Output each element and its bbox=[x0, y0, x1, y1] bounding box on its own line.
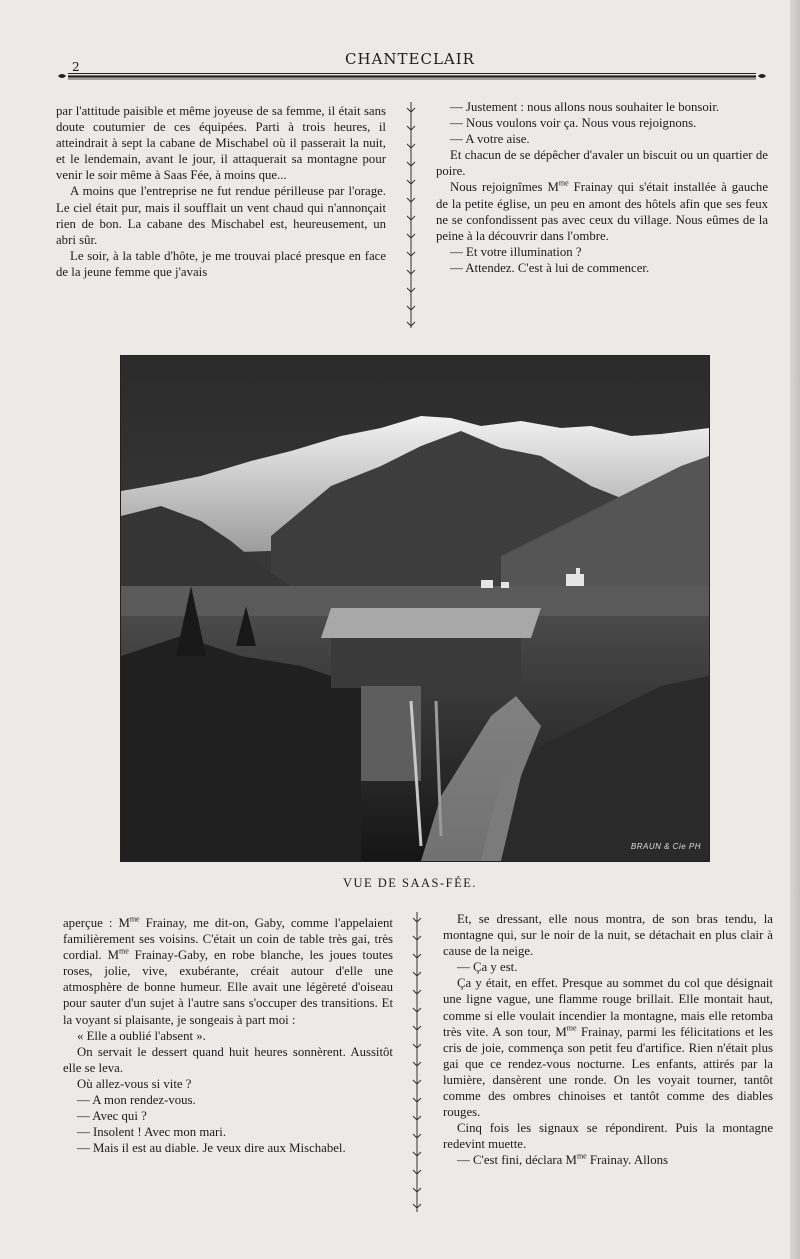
top-left-column bbox=[56, 103, 386, 280]
bottom-left-column bbox=[63, 915, 393, 1156]
page-edge-shadow bbox=[790, 0, 800, 1259]
photo-credit: BRAUN & Cie PH bbox=[630, 842, 701, 851]
text-run: Frainay qui s'était installée à gauche de la petite église, un peu en amont des hôtels afin que ses feux ne se confondissent pas avec ceux du village. Nous eûmes de la peine à la découvrir dans l'ombre. bbox=[436, 180, 768, 243]
header-ornamental-rule bbox=[56, 66, 772, 86]
dialogue-line: — Nous voulons voir ça. Nous vous rejoignons. bbox=[450, 116, 697, 131]
dialogue-line: — Attendez. C'est à lui de commencer. bbox=[450, 260, 650, 275]
saas-fee-photograph bbox=[120, 355, 710, 862]
top-right-column bbox=[436, 99, 768, 276]
paragraph: On servait le dessert quand huit heures sonnèrent. Aussitôt elle se leva. bbox=[63, 1044, 393, 1075]
superscript: me bbox=[566, 1023, 577, 1033]
text-run: — C'est fini, déclara M bbox=[457, 1153, 577, 1168]
paragraph: Le soir, à la table d'hôte, je me trouvai placé presque en face de la jeune femme que j'avais bbox=[56, 248, 386, 279]
text-run: Nous rejoignîmes M bbox=[450, 180, 559, 195]
running-title: CHANTECLAIR bbox=[345, 50, 475, 68]
paragraph: Et, se dressant, elle nous montra, de son bras tendu, la montagne qui, sur le noir de la nuit, se détachait en plus clair à cause de la neige. bbox=[443, 912, 773, 959]
text-run: Frainay, parmi les félicitations et les cris de joie, commença son petit feu d'artifice. Rien n'était plus gai que ce rendez-vous nocturne. Les enfants, attirés par la lumière, dansèrent une ronde. On les voyait tourner, tantôt comme des ombres chinoises et tantôt comme des diables rouges. bbox=[443, 1024, 773, 1120]
column-divider-bottom bbox=[410, 912, 424, 1212]
page-number: 2 bbox=[72, 60, 80, 74]
column-divider-top bbox=[404, 102, 418, 328]
dialogue-line: — Et votre illumination ? bbox=[450, 244, 582, 259]
quotation: « Elle a oublié l'absent ». bbox=[77, 1028, 206, 1043]
superscript: me bbox=[558, 179, 569, 189]
dialogue-line: — Insolent ! Avec mon mari. bbox=[77, 1125, 227, 1140]
dialogue-line: Où allez-vous si vite ? bbox=[77, 1076, 192, 1091]
paragraph: A moins que l'entreprise ne fut rendue périlleuse par l'orage. Le ciel était pur, mais il soufflait un vent chaud qui n'annonçait rien de bon. La cabane des Mischabel est, heureusement, un abri sûr. bbox=[56, 184, 386, 247]
paragraph bbox=[443, 975, 773, 1120]
text-run: aperçue : M bbox=[63, 916, 130, 930]
dialogue-line: — A mon rendez-vous. bbox=[77, 1093, 196, 1108]
superscript: me bbox=[576, 1152, 587, 1162]
dialogue-line: — Mais il est au diable. Je veux dire aux Mischabel. bbox=[77, 1141, 346, 1156]
dialogue-line: — Avec qui ? bbox=[77, 1109, 147, 1124]
text-run: Frainay. Allons bbox=[586, 1153, 668, 1168]
paragraph: par l'attitude paisible et même joyeuse de sa femme, il était sans doute coutumier de ces équipées. Parti à trois heures, il atteindrait à sept la cabane de Mischabel où il passerait la nuit, et le lendemain, avant le jour, il attaquerait sa montagne pour venir le soir même à Saas Fée, à moins que... bbox=[56, 104, 386, 183]
dialogue-line: — Ça y est. bbox=[457, 960, 518, 975]
mountain-village-illustration bbox=[121, 356, 709, 861]
dialogue-line: — Justement : nous allons nous souhaiter le bonsoir. bbox=[450, 100, 720, 114]
superscript: me bbox=[129, 914, 140, 924]
text-run: Ça y était, en effet. Presque au sommet du col que désignait une ligne vague, une flamme rouge brillait. Elle montait haut, comme si elle voulait incendier la montagne, mais elle retomba très vite. A son tour, M bbox=[443, 976, 773, 1039]
paragraph bbox=[63, 915, 393, 1028]
paragraph bbox=[436, 179, 768, 243]
dialogue-line bbox=[443, 1152, 773, 1168]
text-run: Frainay-Gaby, en robe blanche, les joues toutes roses, jolie, vive, exubérante, créait autour d'elle une atmosphère de bonne humeur. Elle avait une légèreté d'oiseau pour sauter d'un sujet à l'autre sans s'occuper des transitions. Et la voyant si plaisante, je songeais à part moi : bbox=[63, 948, 394, 1027]
bottom-right-column bbox=[443, 911, 773, 1169]
superscript: me bbox=[119, 946, 129, 956]
paragraph: Et chacun de se dépêcher d'avaler un biscuit ou un quartier de poire. bbox=[436, 148, 768, 179]
dialogue-line: — A votre aise. bbox=[450, 132, 530, 147]
paragraph: Cinq fois les signaux se répondirent. Puis la montagne redevint muette. bbox=[443, 1121, 773, 1152]
photo-caption: VUE DE SAAS-FÉE. bbox=[342, 876, 478, 890]
text-run: Frainay, me dit-on, Gaby, comme l'appelaient familièrement ses voisins. C'était un coin de table très gai, très cordial. M bbox=[63, 916, 393, 963]
